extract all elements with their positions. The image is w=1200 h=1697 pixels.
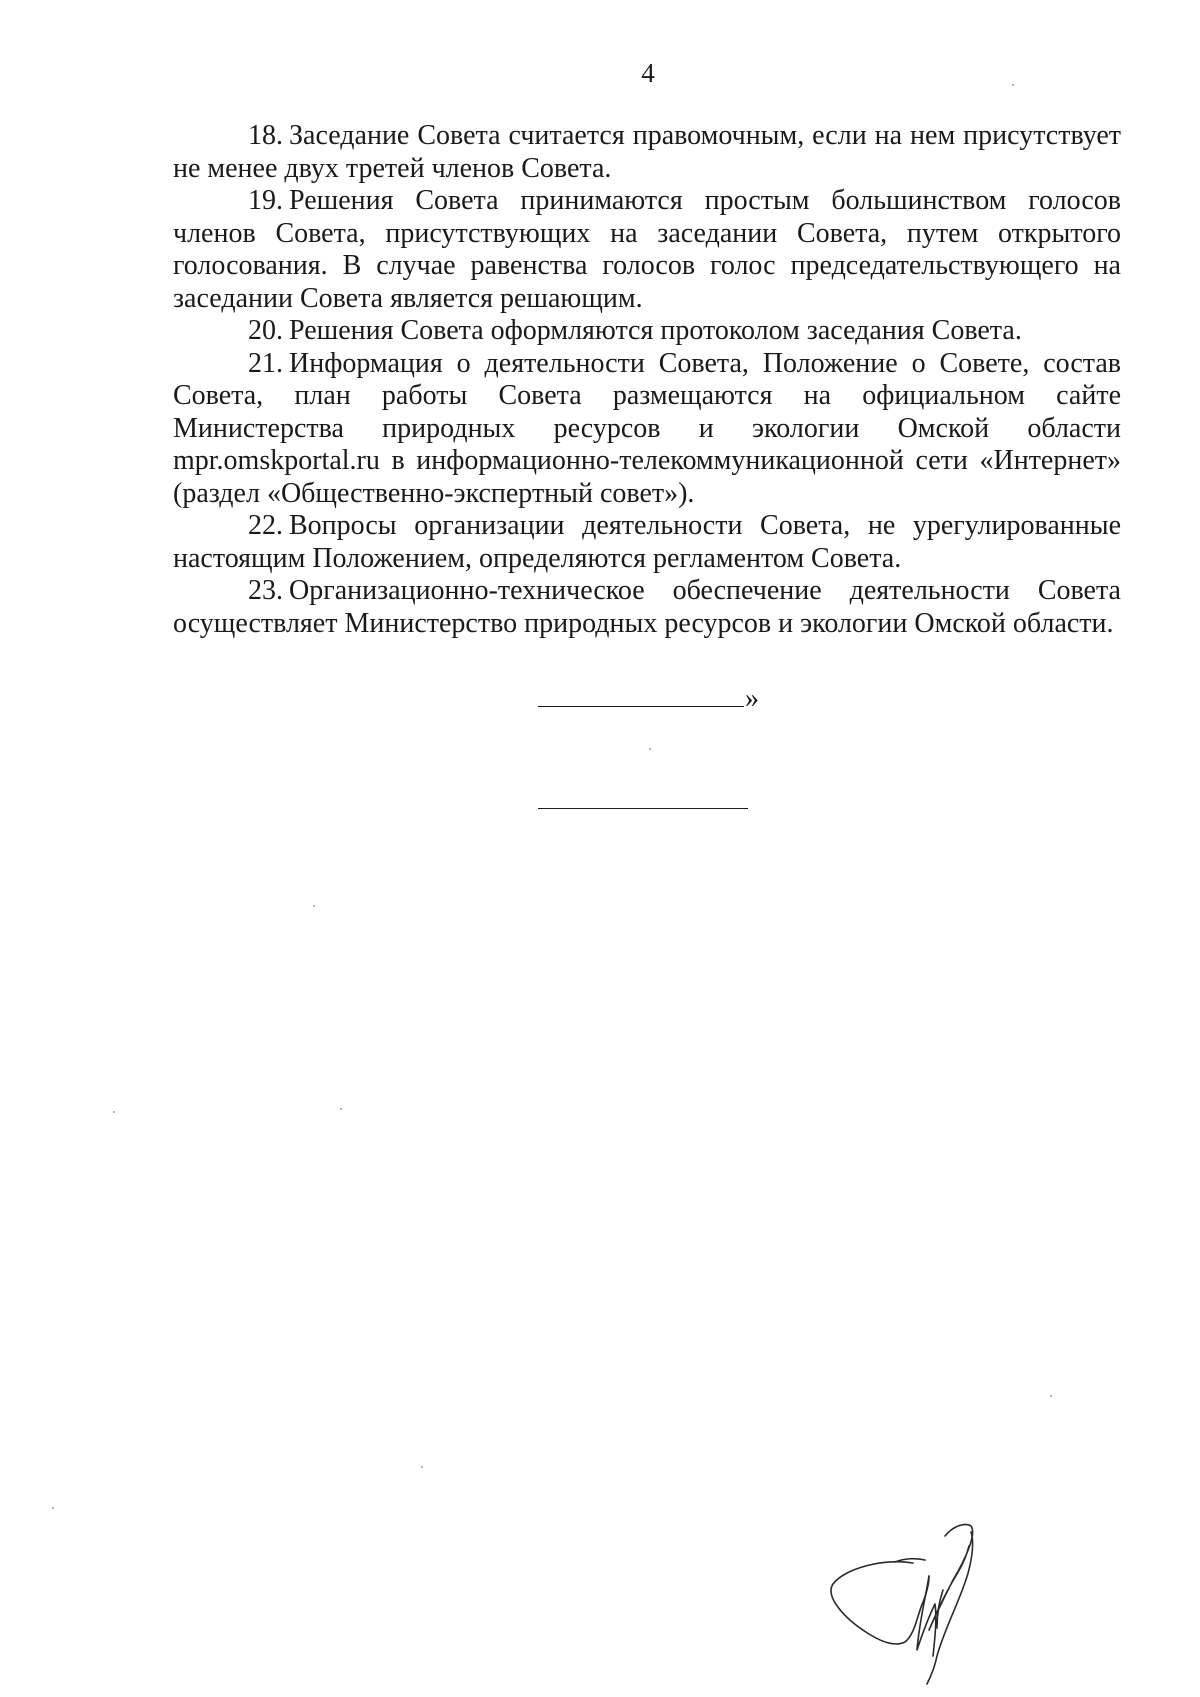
paragraph-text: Заседание Совета считается правомочным, если на нем присутствует не менее двух третей членов Совета. [173,120,1121,184]
scan-speck [1012,84,1014,86]
paragraph-text: Информация о деятельности Совета, Положение о Совете, состав Совета, план работы Совета размещаются на официальном сайте Министерства природных ресурсов и экологии Омской области mpr.omskportal.ru в информационно-телекоммуникационной сети «Интернет» (раздел «Общественно-экспертный совет»). [173,347,1121,509]
scan-speck [313,905,315,907]
paragraph-23 [173,575,1121,640]
scan-speck [649,748,651,750]
handwritten-signature-icon [825,1520,1025,1690]
paragraph-text: Решения Совета оформляются протоколом заседания Совета. [289,315,1022,346]
paragraph-22 [173,510,1121,575]
paragraph-20 [173,315,1121,348]
paragraph-21 [173,348,1121,511]
scan-speck [1050,1395,1052,1397]
scan-speck [421,1466,423,1468]
scan-speck [52,1507,54,1509]
paragraph-19 [173,185,1121,315]
closing-rule [538,680,744,707]
scan-speck [340,1108,342,1110]
closing-quote-mark: » [745,683,759,714]
paragraph-text: Вопросы организации деятельности Совета, не урегулированные настоящим Положением, определяются регламентом Совета. [173,510,1121,574]
paragraph-number: 23. [248,575,283,606]
end-of-document-rule [538,808,748,809]
paragraph-text: Организационно-техническое обеспечение деятельности Совета осуществляет Министерство природных ресурсов и экологии Омской области. [173,575,1121,639]
scan-speck [113,1111,115,1113]
paragraph-number: 20. [248,315,283,346]
closing-line [538,680,768,715]
paragraph-text: Решения Совета принимаются простым большинством голосов членов Совета, присутствующих на заседании Совета, путем открытого голосования. В случае равенства голосов голос председательствующего на заседании Совета является решающим. [173,185,1121,314]
paragraph-18 [173,120,1121,185]
paragraph-number: 22. [248,510,283,541]
document-body [173,120,1121,640]
paragraph-number: 18. [248,120,283,151]
paragraph-number: 21. [248,347,283,379]
page-number: 4 [641,58,655,88]
paragraph-number: 19. [248,185,283,216]
